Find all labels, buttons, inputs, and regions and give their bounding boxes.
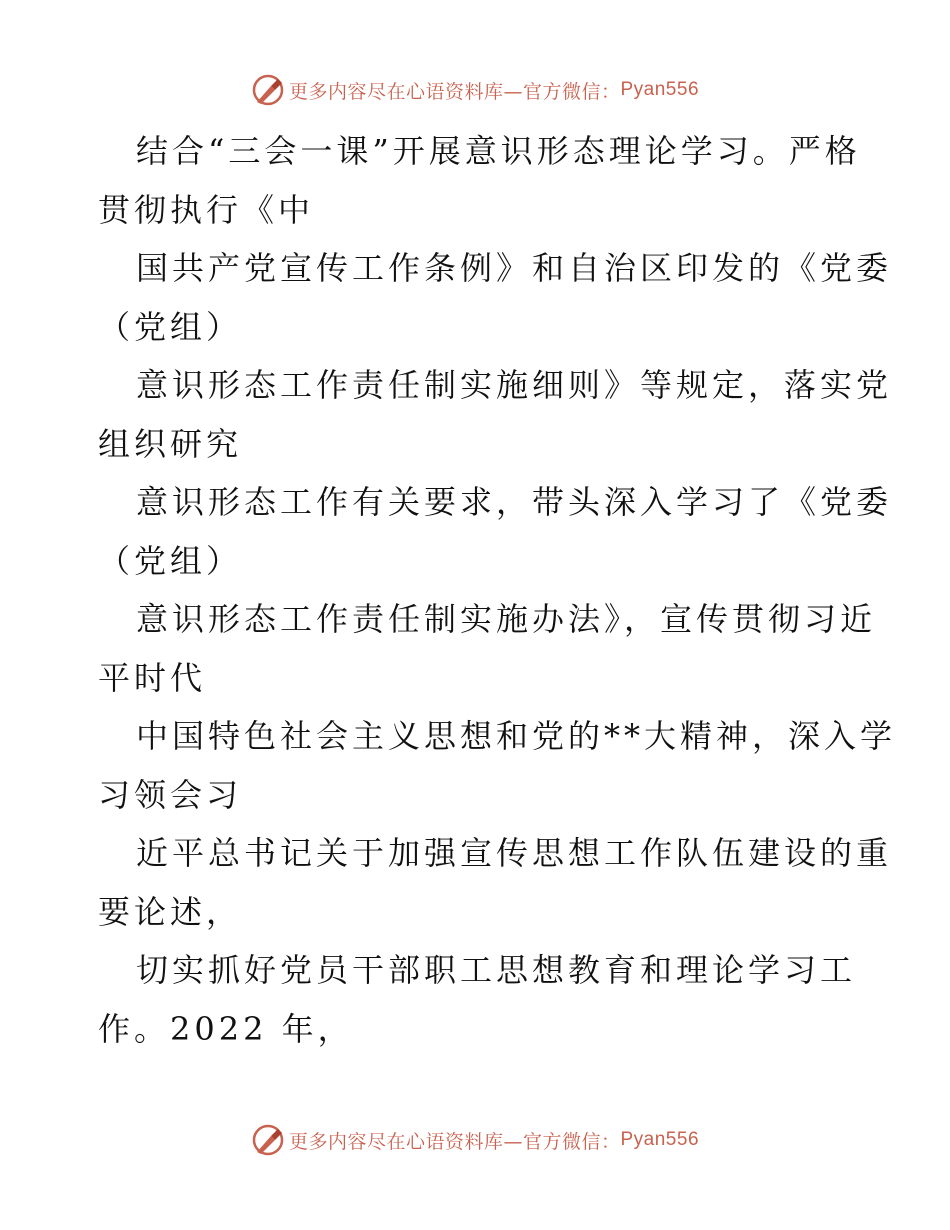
text-line: 意识形态工作责任制实施办法》，宣传贯彻习近 (136, 600, 877, 638)
watermark-text: 更多内容尽在心语资料库—官方微信： (288, 1130, 621, 1153)
text-line: 习领会习 (98, 775, 243, 814)
text-line: 意识形态工作责任制实施细则》等规定，落实党 (136, 366, 893, 404)
text-line: 结合“三会一课”开展意识形态理论学习。严格 (136, 132, 861, 170)
text-line: 国共产党宣传工作条例》和自治区印发的《党委 (136, 249, 893, 287)
watermark-text: 更多内容尽在心语资料库—官方微信： (288, 80, 621, 103)
document-body (98, 122, 897, 1058)
text-line: 平时代 (98, 658, 207, 697)
pen-logo-icon (251, 73, 285, 107)
text-line: 意识形态工作有关要求，带头深入学习了《党委 (136, 483, 893, 521)
text-line: （党组） (98, 307, 243, 346)
text-line: 近平总书记关于加强宣传思想工作队伍建设的重 (136, 834, 893, 872)
text-line: 作。2022 年， (98, 1009, 354, 1048)
text-line: 切实抓好党员干部职工思想教育和理论学习工 (136, 951, 857, 989)
text-line: 中国特色社会主义思想和党的**大精神，深入学 (136, 717, 897, 755)
pen-logo-icon (251, 1123, 285, 1157)
text-line: （党组） (98, 541, 243, 580)
text-line: 贯彻执行《中 (98, 190, 315, 229)
watermark-wechat-id: Pyan556 (620, 79, 700, 100)
watermark-wechat-id: Pyan556 (620, 1129, 700, 1150)
text-line: 组织研究 (98, 424, 243, 463)
header-watermark (0, 70, 950, 110)
footer-watermark (0, 1120, 950, 1160)
text-line: 要论述， (98, 892, 243, 931)
